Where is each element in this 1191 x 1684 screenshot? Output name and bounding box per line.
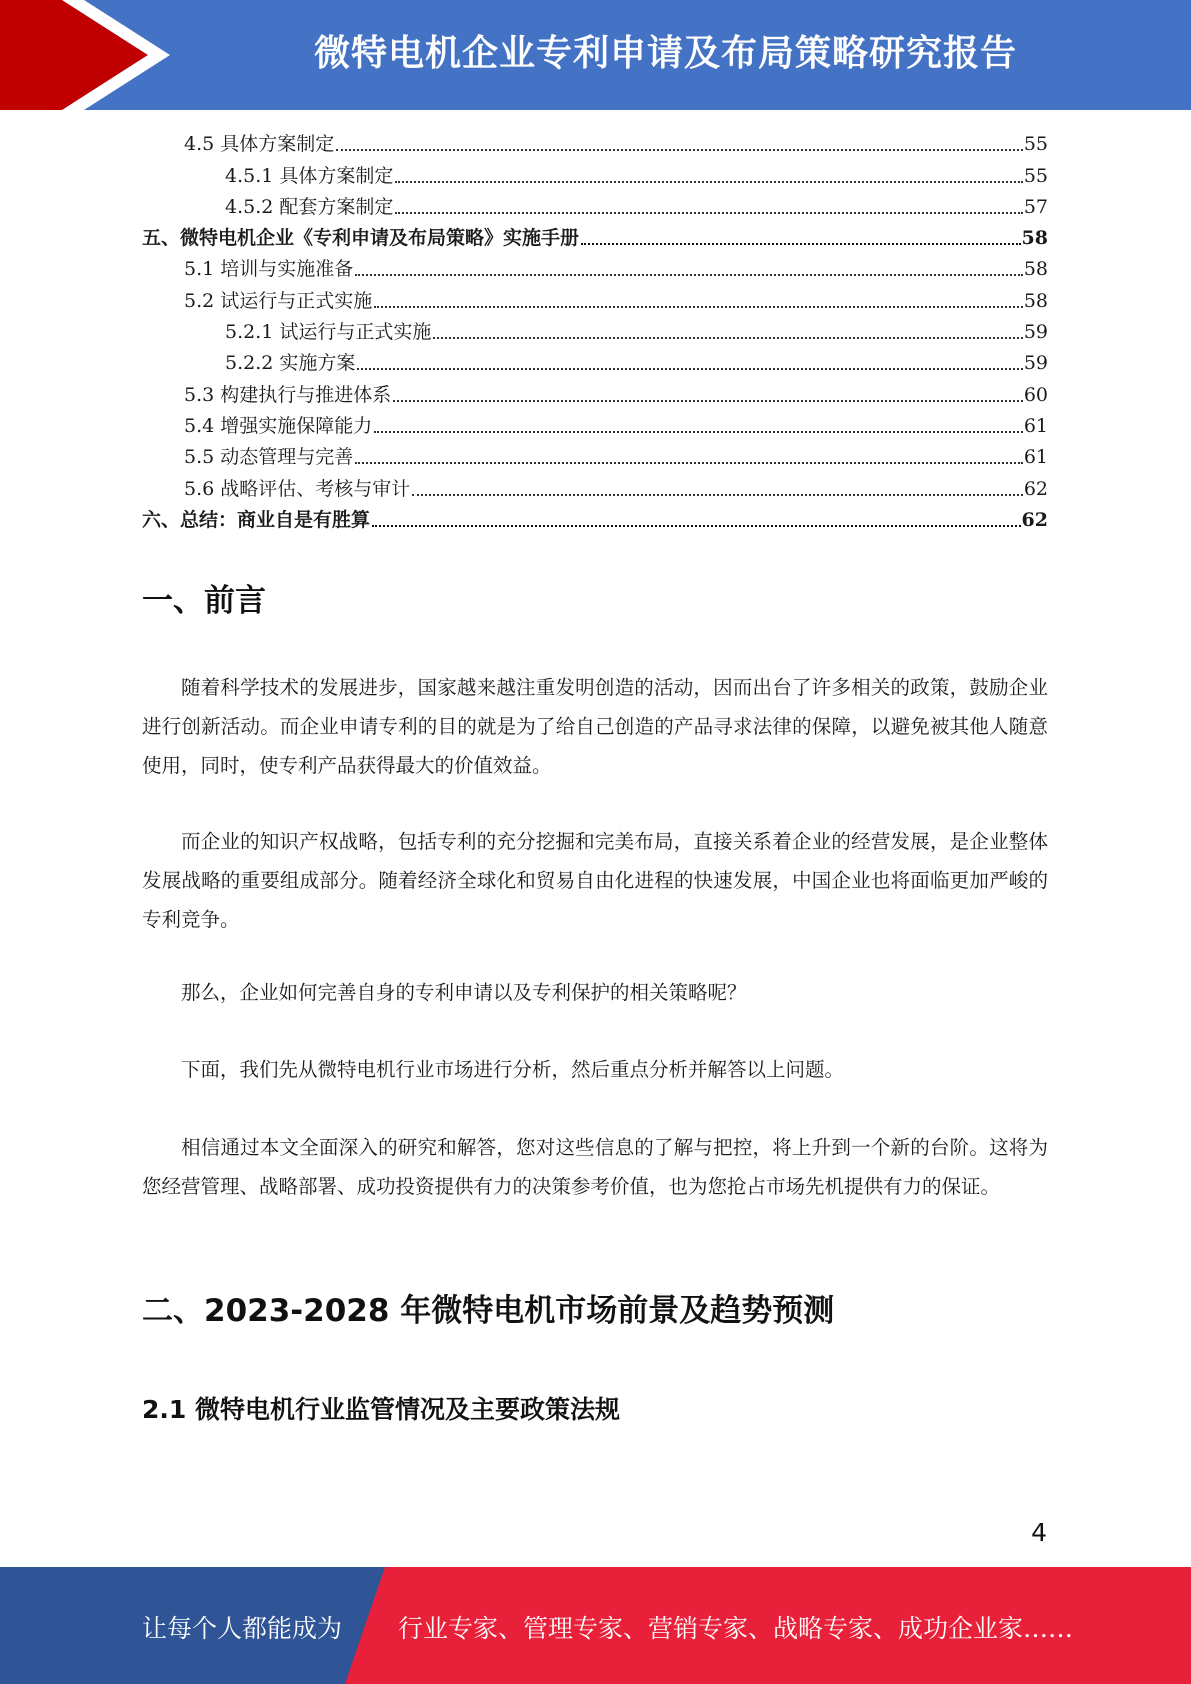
paragraph: 下面，我们先从微特电机行业市场进行分析，然后重点分析并解答以上问题。 xyxy=(181,1058,845,1081)
toc-entry-page: 58 xyxy=(1023,289,1048,312)
toc-entry-page: 60 xyxy=(1023,383,1048,406)
toc-entry[interactable] xyxy=(142,253,1048,284)
toc-leader xyxy=(395,181,1022,183)
report-title: 微特电机企业专利申请及布局策略研究报告 xyxy=(313,33,1017,74)
toc-entry-page: 57 xyxy=(1023,195,1048,218)
page-number: 4 xyxy=(1031,1518,1047,1547)
footer-slogan-right: 行业专家、管理专家、营销专家、战略专家、成功企业家…… xyxy=(398,1614,1074,1643)
toc-entry-page: 61 xyxy=(1023,414,1048,437)
footer-slogan-left: 让每个人都能成为 xyxy=(142,1614,343,1643)
toc-entry[interactable] xyxy=(142,441,1048,472)
toc-entry-text: 5.2.1 试运行与正式实施 xyxy=(225,321,432,344)
toc-leader xyxy=(374,306,1023,308)
paragraph: 那么，企业如何完善自身的专利申请以及专利保护的相关策略呢？ xyxy=(181,981,747,1004)
toc-entry[interactable] xyxy=(142,378,1048,409)
paragraph: 相信通过本文全面深入的研究和解答，您对这些信息的了解与把控，将上升到一个新的台阶。这将为您经营管理、战略部署、成功投资提供有力的决策参考价值，也为您抢占市场先机提供有力的保证。 xyxy=(142,1136,1048,1198)
toc-leader xyxy=(372,525,1021,527)
toc-leader xyxy=(393,400,1023,402)
toc-entry-text: 5.2 试运行与正式实施 xyxy=(184,289,373,312)
toc-entry-page: 61 xyxy=(1023,446,1048,469)
toc-entry-page: 55 xyxy=(1023,133,1048,156)
toc-entry-page: 58 xyxy=(1023,258,1048,281)
toc-leader xyxy=(581,243,1021,245)
toc-entry[interactable] xyxy=(142,472,1048,503)
toc-entry-text: 5.2.2 实施方案 xyxy=(225,352,356,375)
toc-entry[interactable] xyxy=(142,347,1048,378)
toc-entry-text: 5.3 构建执行与推进体系 xyxy=(184,383,392,406)
toc-entry-text: 六、总结：商业自是有胜算 xyxy=(142,508,371,531)
toc-entry-text: 5.6 战略评估、考核与审计 xyxy=(184,477,411,500)
paragraph: 而企业的知识产权战略，包括专利的充分挖掘和完美布局，直接关系着企业的经营发展，是企业整体发展战略的重要组成部分。随着经济全球化和贸易自由化进程的快速发展，中国企业也将面临更加严峻的专利竞争。 xyxy=(142,830,1048,931)
toc-entry-page: 59 xyxy=(1023,321,1048,344)
section-heading-preface: 一、前言 xyxy=(142,583,266,619)
toc-entry[interactable] xyxy=(142,504,1048,535)
toc-entry-page: 59 xyxy=(1023,352,1048,375)
toc-entry-page: 55 xyxy=(1023,164,1048,187)
toc-entry-text: 4.5 具体方案制定 xyxy=(184,133,335,156)
toc-leader xyxy=(355,462,1023,464)
subsection-heading: 2.1 微特电机行业监管情况及主要政策法规 xyxy=(142,1395,620,1424)
page-header xyxy=(0,0,1191,110)
toc-entry[interactable] xyxy=(142,284,1048,315)
toc-entry-page: 58 xyxy=(1021,227,1048,250)
toc-entry-text: 5.1 培训与实施准备 xyxy=(184,258,354,281)
toc-entry-text: 5.5 动态管理与完善 xyxy=(184,446,354,469)
toc-entry-text: 5.4 增强实施保障能力 xyxy=(184,414,373,437)
toc-entry[interactable] xyxy=(142,316,1048,347)
table-of-contents xyxy=(142,128,1048,535)
toc-leader xyxy=(395,212,1022,214)
paragraph: 随着科学技术的发展进步，国家越来越注重发明创造的活动，因而出台了许多相关的政策，鼓励企业进行创新活动。而企业申请专利的目的就是为了给自己创造的产品寻求法律的保障，以避免被其他人随意使用，同时，使专利产品获得最大的价值效益。 xyxy=(142,676,1048,777)
toc-entry-text: 五、微特电机企业《专利申请及布局策略》实施手册 xyxy=(142,227,580,250)
toc-leader xyxy=(412,494,1023,496)
toc-entry[interactable] xyxy=(142,222,1048,253)
toc-leader xyxy=(336,149,1023,151)
toc-entry-page: 62 xyxy=(1021,508,1048,531)
toc-leader xyxy=(357,368,1022,370)
toc-entry[interactable] xyxy=(142,191,1048,222)
toc-leader xyxy=(433,337,1022,339)
toc-entry-page: 62 xyxy=(1023,477,1048,500)
toc-entry-text: 4.5.2 配套方案制定 xyxy=(225,195,394,218)
toc-entry[interactable] xyxy=(142,159,1048,190)
toc-entry[interactable] xyxy=(142,128,1048,159)
page-footer xyxy=(0,1567,1191,1684)
toc-leader xyxy=(355,274,1023,276)
toc-entry-text: 4.5.1 具体方案制定 xyxy=(225,164,394,187)
section-heading-market-forecast: 二、2023-2028 年微特电机市场前景及趋势预测 xyxy=(142,1293,835,1329)
toc-entry[interactable] xyxy=(142,410,1048,441)
toc-leader xyxy=(374,431,1023,433)
